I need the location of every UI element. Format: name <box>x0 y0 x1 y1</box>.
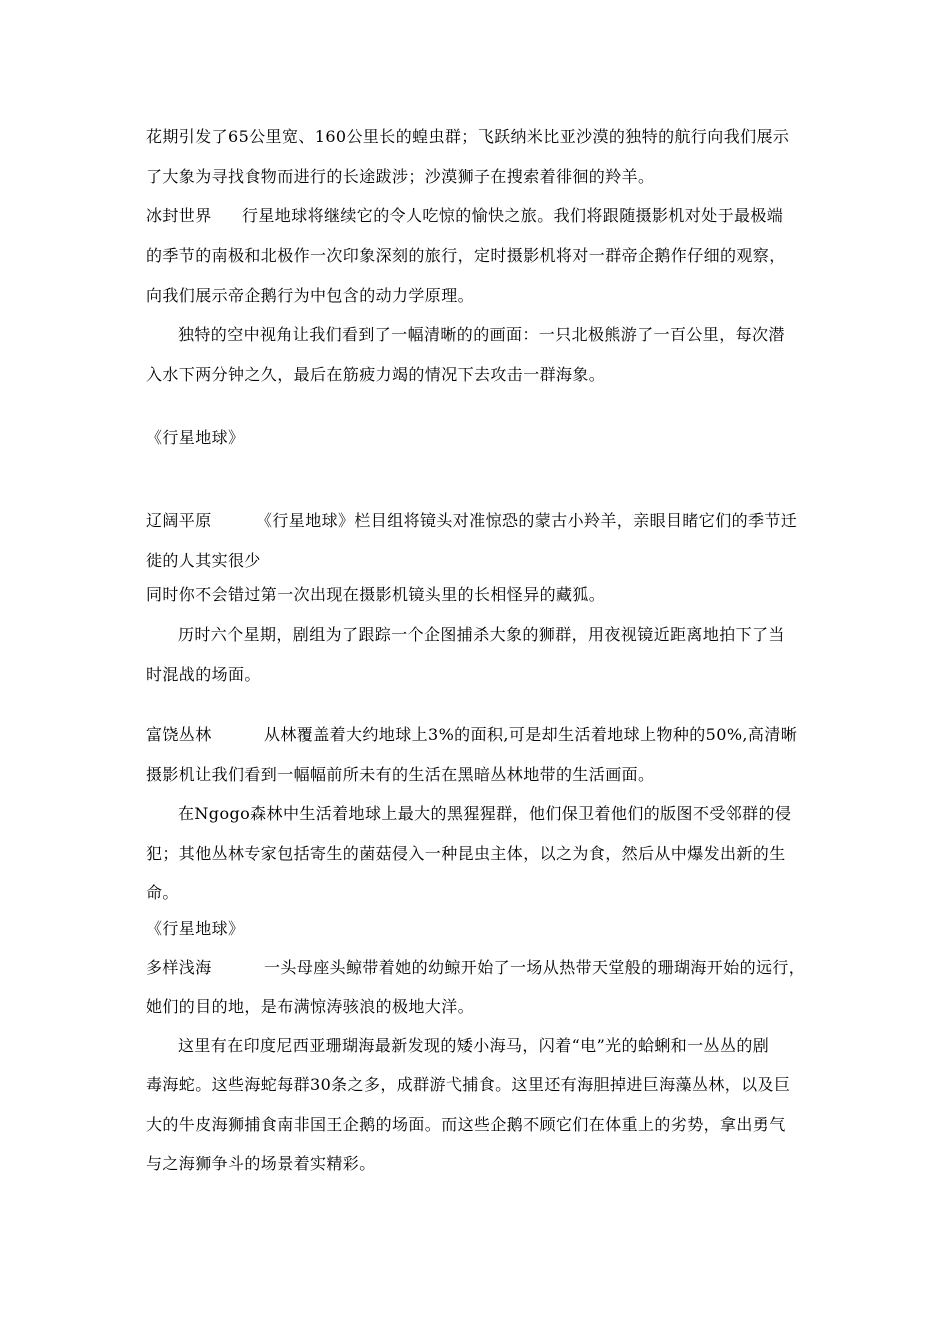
paragraph-line: 徙的人其实很少 <box>146 551 261 570</box>
book-title: 《行星地球》 <box>146 428 245 447</box>
book-title: 《行星地球》 <box>146 919 245 938</box>
paragraph-line: 时混战的场面。 <box>146 665 261 684</box>
section-label: 富饶丛林 <box>146 725 212 744</box>
paragraph-line: 入水下两分钟之久，最后在筋疲力竭的情况下去攻击一群海象。 <box>146 365 606 384</box>
paragraph-line: 与之海狮争斗的场景着实精彩。 <box>146 1154 376 1173</box>
section-label: 辽阔平原 <box>146 511 212 530</box>
paragraph-line: 的季节的南极和北极作一次印象深刻的旅行，定时摄影机将对一群帝企鹅作仔细的观察， <box>146 246 786 265</box>
section-line-shallow-seas <box>146 957 805 979</box>
paragraph-line: 这里有在印度尼西亚珊瑚海最新发现的矮小海马，闪着“电”光的蛤蜊和一丛丛的剧 <box>178 1036 770 1055</box>
section-line-plains <box>146 510 797 532</box>
section-text: 行星地球将继续它的令人吃惊的愉快之旅。我们将跟随摄影机对处于最极端 <box>242 206 784 225</box>
paragraph-line: 独特的空中视角让我们看到了一幅清晰的的画面：一只北极熊游了一百公里，每次潜 <box>178 325 785 344</box>
paragraph-line: 花期引发了65公里宽、160公里长的蝗虫群；飞跃纳米比亚沙漠的独特的航行向我们展示 <box>146 127 790 146</box>
paragraph-line: 向我们展示帝企鹅行为中包含的动力学原理。 <box>146 286 475 305</box>
section-text: 一头母座头鲸带着她的幼鲸开始了一场从热带天堂般的珊瑚海开始的远行， <box>264 958 806 977</box>
section-text: 《行星地球》栏目组将镜头对准惊恐的蒙古小羚羊，亲眼目睹它们的季节迁 <box>256 511 798 530</box>
paragraph-line: 毒海蛇。这些海蛇每群30条之多，成群游弋捕食。这里还有海胆掉进巨海藻丛林，以及巨 <box>146 1075 791 1094</box>
paragraph-line: 命。 <box>146 883 179 902</box>
paragraph-line: 犯；其他丛林专家包括寄生的菌菇侵入一种昆虫主体，以之为食，然后从中爆发出新的生 <box>146 844 786 863</box>
paragraph-line: 大的牛皮海狮捕食南非国王企鹅的场面。而这些企鹅不顾它们在体重上的劣势，拿出勇气 <box>146 1115 786 1134</box>
paragraph-line: 在Ngogo森林中生活着地球上最大的黑猩猩群，他们保卫着他们的版图不受邻群的侵 <box>178 804 792 823</box>
paragraph-line: 摄影机让我们看到一幅幅前所未有的生活在黑暗丛林地带的生活画面。 <box>146 765 655 784</box>
section-line-jungle <box>146 724 797 746</box>
section-text: 从林覆盖着大约地球上3%的面积,可是却生活着地球上物种的50%,高清晰 <box>264 725 798 744</box>
paragraph-line: 历时六个星期，剧组为了跟踪一个企图捕杀大象的狮群，用夜视镜近距离地拍下了当 <box>178 625 785 644</box>
section-line-ice-world <box>146 205 783 227</box>
paragraph-line: 了大象为寻找食物而进行的长途跋涉；沙漠狮子在搜索着徘徊的羚羊。 <box>146 167 655 186</box>
paragraph-line: 同时你不会错过第一次出现在摄影机镜头里的长相怪异的藏狐。 <box>146 585 606 604</box>
section-label: 冰封世界 <box>146 206 212 225</box>
section-label: 多样浅海 <box>146 958 212 977</box>
paragraph-line: 她们的目的地，是布满惊涛骇浪的极地大洋。 <box>146 997 475 1016</box>
